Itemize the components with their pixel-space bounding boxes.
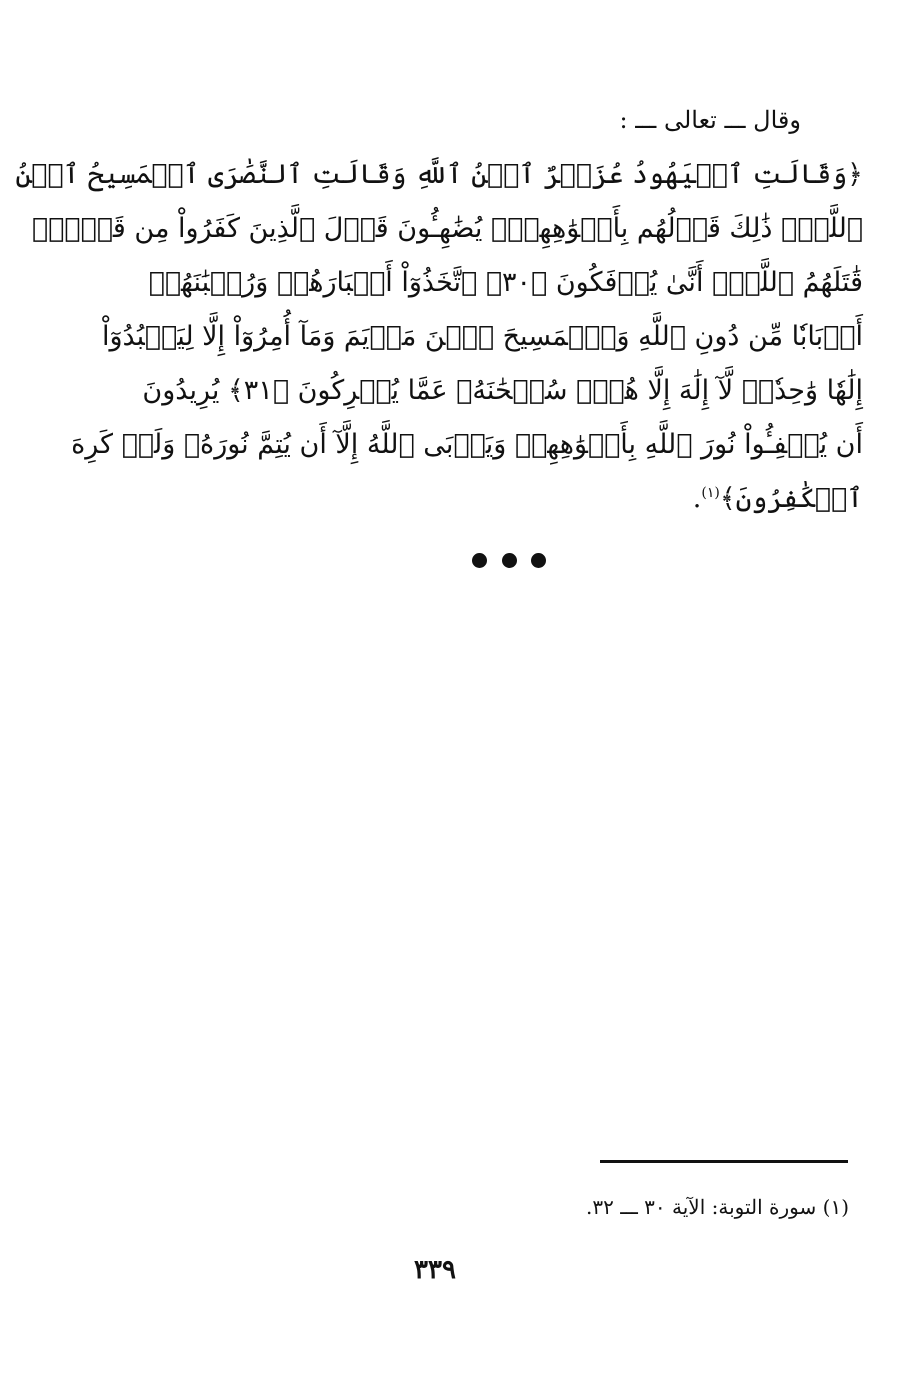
verse-line: أَن يُطۡفِـُٔواْ نُورَ ٱللَّهِ بِأَفۡوَٰهِهِمۡ وَيَأۡبَى ٱللَّهُ إِلَّآ أَن يُتِمَّ نُورَهُۥ وَلَوۡ كَرِهَ — [71, 429, 863, 460]
verse-line: إِلَٰهٗا وَٰحِدٗاۖ لَّآ إِلَٰهَ إِلَّا هُوَۚ سُبۡحَٰنَهُۥ عَمَّا يُشۡرِكُونَ ﴿٣١﴾ يُرِيدُونَ — [142, 375, 863, 406]
quran-verse-block — [15, 148, 863, 526]
separator-dot-icon — [502, 553, 517, 568]
footnote-divider — [600, 1160, 848, 1163]
verse-line-last-text: ٱلۡكَٰفِرُونَ﴾ — [719, 483, 863, 514]
verse-line: ﴿وَقَالَتِ ٱلۡيَهُودُ عُزَيۡرٌ ٱبۡنُ ٱللَّهِ وَقَالَتِ ٱلنَّصَٰرَى ٱلۡمَسِيحُ ٱبۡنُ — [15, 159, 863, 190]
footnote-number: (١) — [822, 1195, 849, 1219]
intro-text: وقال ـــ تعالى ـــ : — [619, 106, 801, 134]
footnote-reference: (١) — [701, 485, 720, 501]
verse-end-punctuation: . — [692, 483, 702, 514]
section-separator — [472, 548, 546, 572]
verse-line: ٱللَّهِۖ ذَٰلِكَ قَوۡلُهُم بِأَفۡوَٰهِهِمۡۖ يُضَٰهِـُٔونَ قَوۡلَ ٱلَّذِينَ كَفَرُواْ مِن قَبۡلُۚ — [31, 213, 863, 244]
verse-line-last — [175, 472, 863, 526]
verse-line: قَٰتَلَهُمُ ٱللَّهُۖ أَنَّىٰ يُؤۡفَكُونَ ﴿٣٠﴾ ٱتَّخَذُوٓاْ أَحۡبَارَهُمۡ وَرُهۡبَٰنَهُمۡ — [148, 267, 863, 298]
page-number: ٣٣٩ — [414, 1255, 456, 1285]
verse-line: أَرۡبَابٗا مِّن دُونِ ٱللَّهِ وَٱلۡمَسِيحَ ٱبۡنَ مَرۡيَمَ وَمَآ أُمِرُوٓاْ إِلَّا لِيَعۡبُدُوٓاْ — [101, 321, 863, 352]
separator-dot-icon — [472, 553, 487, 568]
separator-dot-icon — [531, 553, 546, 568]
footnote-text: سورة التوبة: الآية ٣٠ ـــ ٣٢. — [586, 1195, 817, 1219]
footnote — [249, 1190, 849, 1224]
